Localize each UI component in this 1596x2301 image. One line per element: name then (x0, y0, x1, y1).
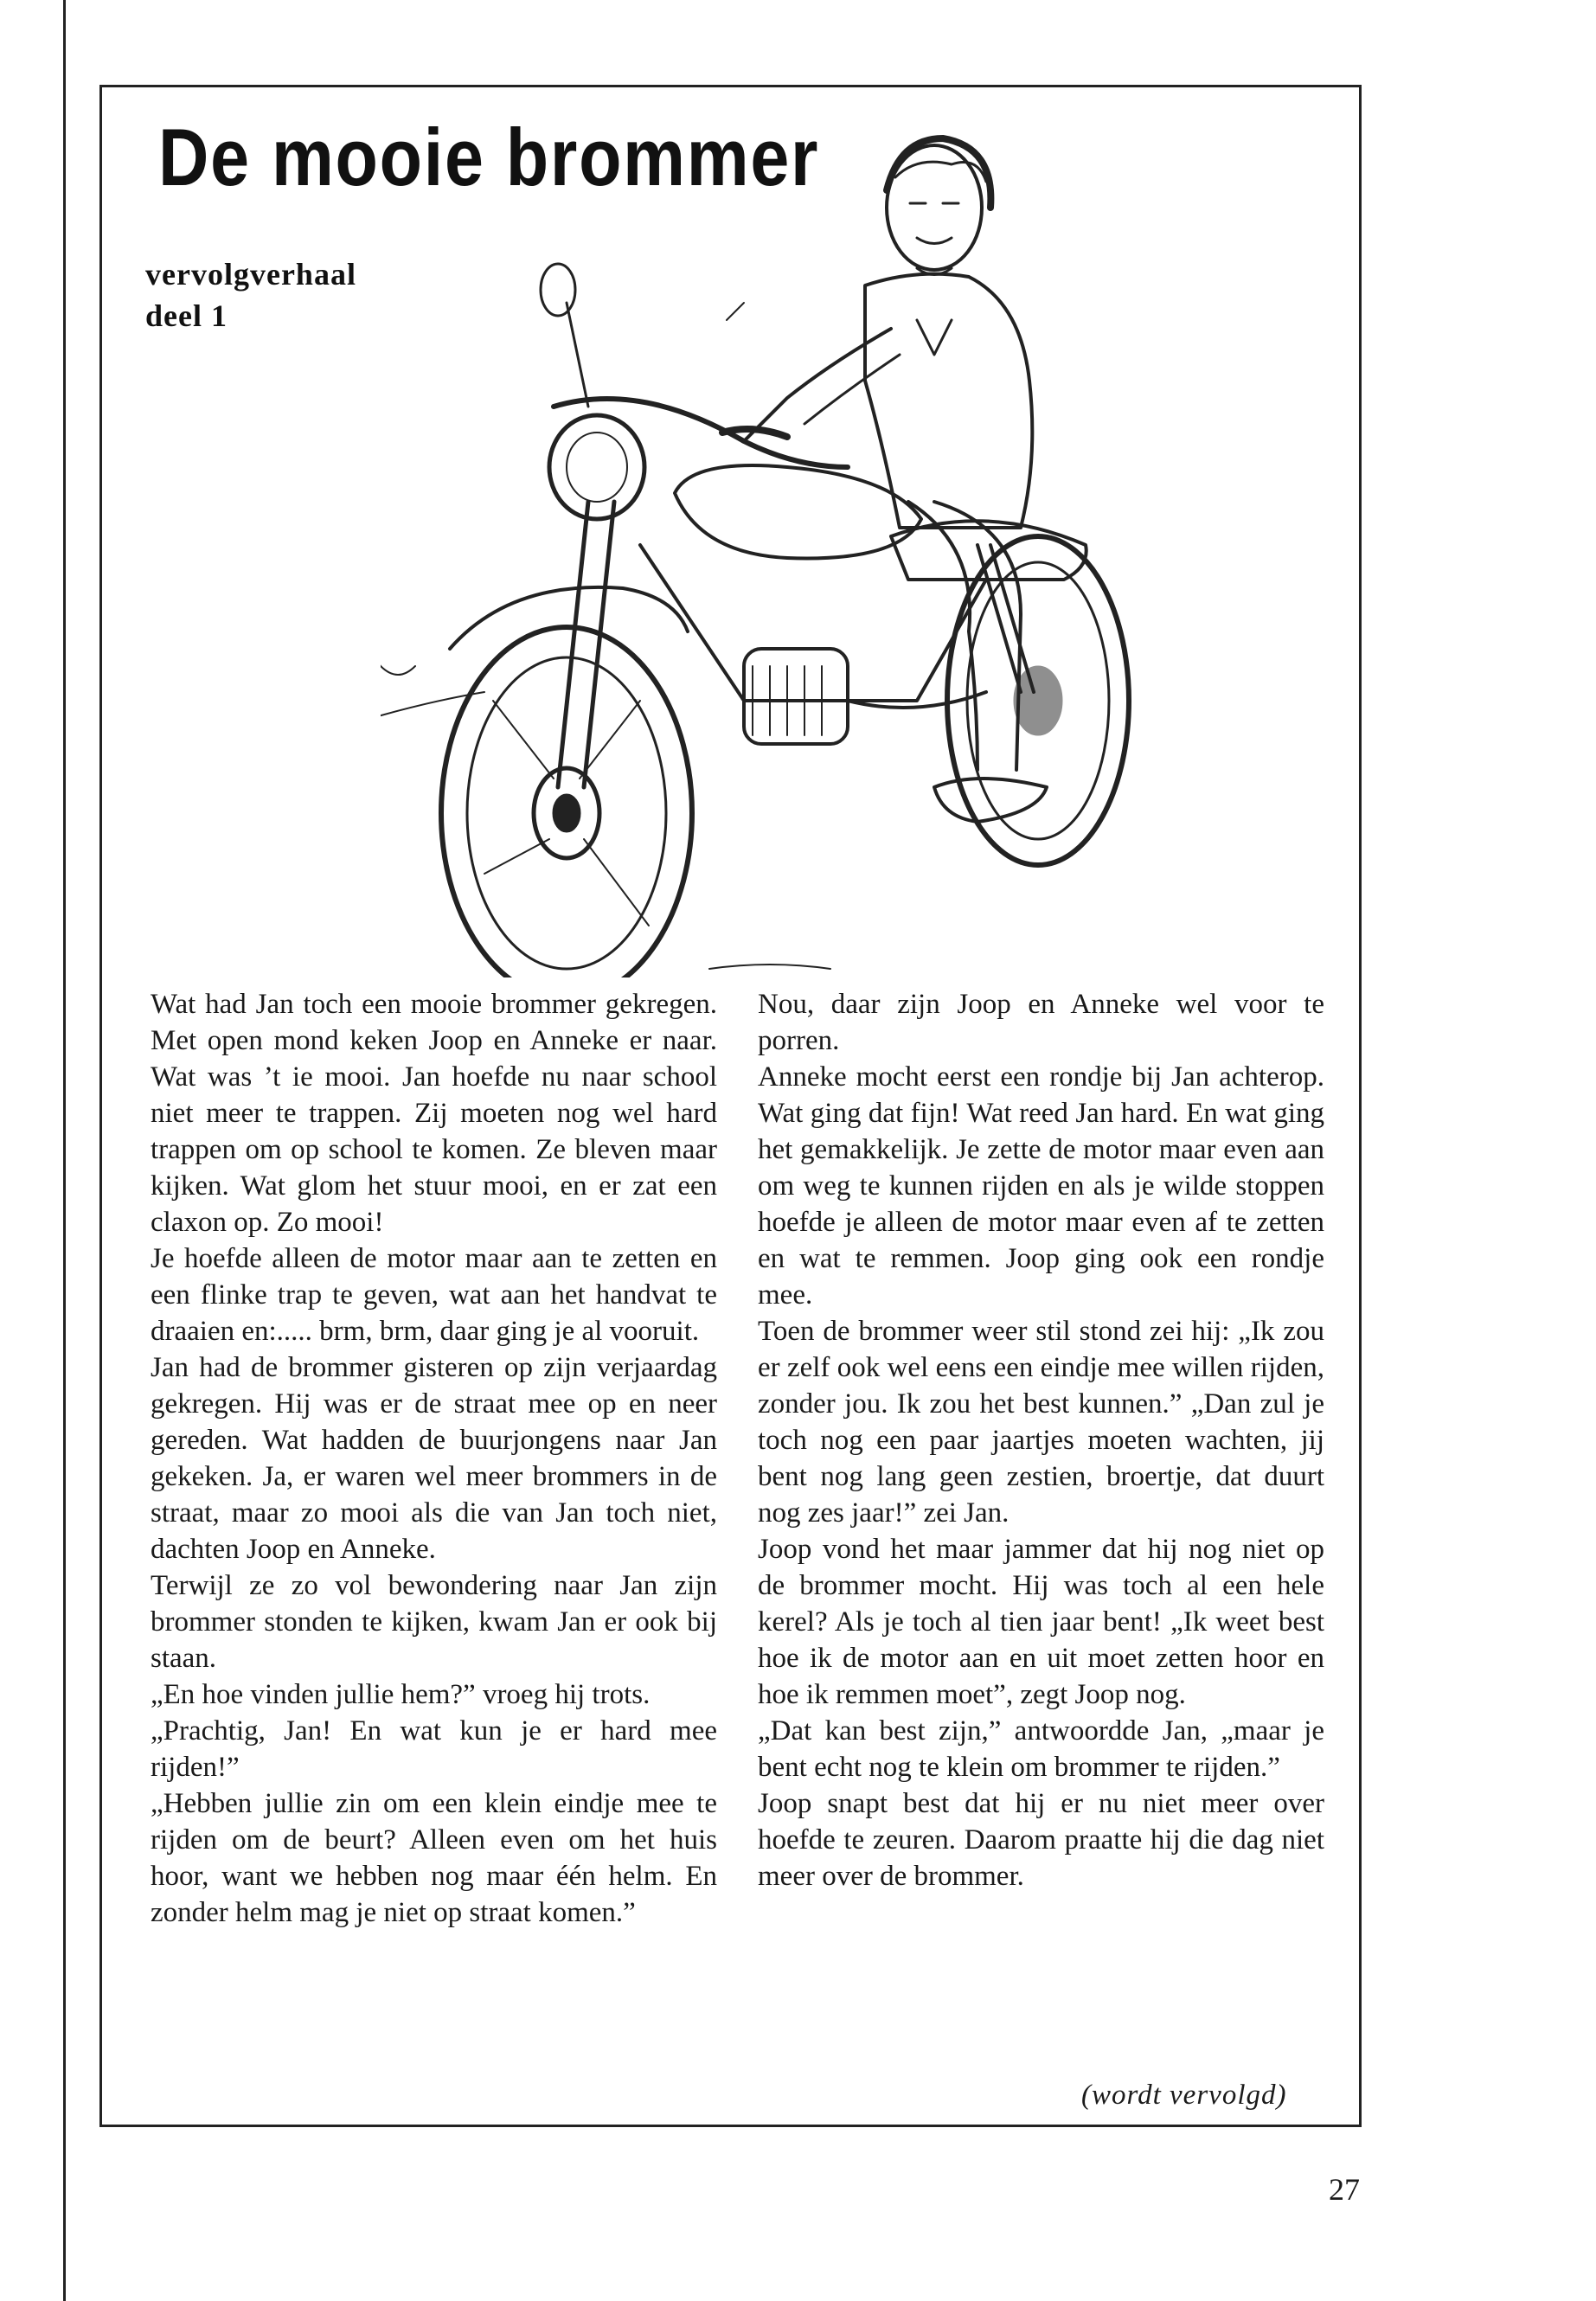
paragraph: Joop snapt best dat hij er nu niet meer over hoefde te zeuren. Daarom praatte hij die dag niet meer over de brommer. (758, 1788, 1324, 1892)
story-column-right (758, 986, 1324, 1894)
paragraph: Terwijl ze zo vol bewondering naar Jan zijn brommer stonden te kijken, kwam Jan er ook bij staan. (151, 1570, 717, 1674)
paragraph: Joop vond het maar jammer dat hij nog niet op de brommer mocht. Hij was toch al een hele kerel? Als je toch al tien jaar bent! „Ik weet best hoe ik de motor aan en uit moet zetten hoor en hoe ik remmen moet”, zegt Joop nog. (758, 1534, 1324, 1710)
story-column-left (151, 986, 717, 1931)
story-subtitle (145, 253, 356, 336)
story-title: De mooie brommer (158, 112, 820, 202)
paragraph: „Prachtig, Jan! En wat kun je er hard mee rijden!” (151, 1715, 717, 1783)
moped-rider-illustration (381, 95, 1263, 977)
paragraph: Nou, daar zijn Joop en Anneke wel voor te porren. (758, 989, 1324, 1056)
paragraph: Anneke mocht eerst een rondje bij Jan achterop. Wat ging dat fijn! Wat reed Jan hard. En wat ging het gemakkelijk. Je zette de motor maar even aan om weg te kunnen rijden en als je wilde stoppen hoefde je alleen de motor maar even af te zetten en wat te remmen. Joop ging ook een rondje mee. (758, 1061, 1324, 1311)
paragraph: Toen de brommer weer stil stond zei hij: „Ik zou er zelf ook wel eens een eindje mee willen rijden, zonder jou. Ik zou het best kunnen.” „Dan zul je toch nog een paar jaartjes moeten wachten, jij bent nog lang geen zestien, broertje, dat duurt nog zes jaar!” zei Jan. (758, 1316, 1324, 1529)
paragraph: Jan had de brommer gisteren op zijn verjaardag gekregen. Hij was er de straat mee op en neer gereden. Wat hadden de buurjongens naar Jan gekeken. Ja, er waren wel meer brommers in de straat, maar zo mooi als die van Jan toch niet, dachten Joop en Anneke. (151, 1352, 717, 1565)
paragraph: „Dat kan best zijn,” antwoordde Jan, „maar je bent echt nog te klein om brommer te rijden.” (758, 1715, 1324, 1783)
binding-edge-line (63, 0, 66, 2301)
paragraph: Wat had Jan toch een mooie brommer gekregen. Met open mond keken Joop en Anneke er naar. Wat was ’t ie mooi. Jan hoefde nu naar school niet meer te trappen. Zij moeten nog wel hard trappen om op school te komen. Ze bleven maar kijken. Wat glom het stuur mooi, en er zat een claxon op. Zo mooi! (151, 989, 717, 1238)
paragraph: „En hoe vinden jullie hem?” vroeg hij trots. (151, 1679, 651, 1710)
subtitle-line-part: deel 1 (145, 298, 228, 333)
subtitle-line-series: vervolgverhaal (145, 257, 356, 292)
to-be-continued-note: (wordt vervolgd) (1081, 2080, 1287, 2111)
page-number: 27 (1329, 2172, 1360, 2207)
paragraph: Je hoefde alleen de motor maar aan te zetten en een flinke trap te geven, wat aan het handvat te draaien en:..... brm, brm, daar ging je al vooruit. (151, 1243, 717, 1347)
paragraph: „Hebben jullie zin om een klein eindje mee te rijden om de beurt? Alleen even om het huis hoor, want we hebben nog maar één helm. En zonder helm mag je niet op straat komen.” (151, 1788, 717, 1928)
